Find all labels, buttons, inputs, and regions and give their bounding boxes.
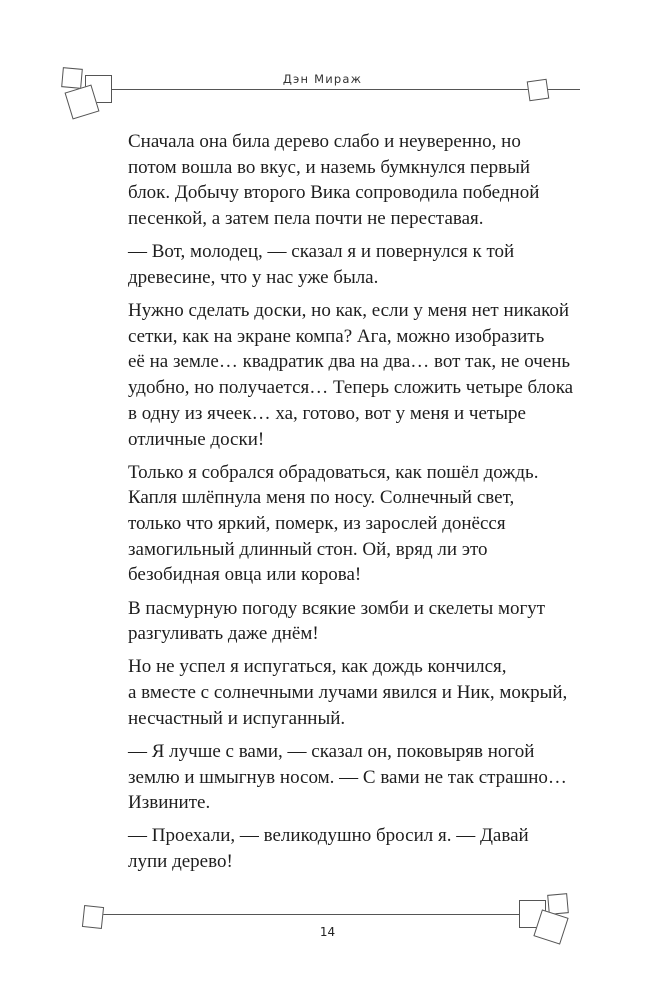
text-line: отличные доски!: [128, 428, 265, 450]
paragraph: [128, 129, 558, 232]
text-line: древесине, что у нас уже была.: [128, 266, 379, 288]
footer-rule: [102, 914, 522, 915]
text-line: Но не успел я испугаться, как дождь кончился,: [128, 656, 507, 678]
text-line: Капля шлёпнула меня по носу. Солнечный свет,: [128, 487, 515, 509]
text-line: в одну из ячеек… ха, готово, вот у меня и четыре: [128, 402, 526, 424]
paragraph: [128, 239, 558, 290]
text-line: потом вошла во вкус, и наземь бумкнулся первый: [128, 156, 531, 178]
text-line: несчастный и испуганный.: [128, 707, 346, 729]
paragraph: [128, 460, 558, 589]
text-line: Извините.: [128, 792, 211, 814]
paragraph: [128, 823, 558, 874]
text-line: Сначала она била дерево слабо и неуверенно, но: [128, 131, 521, 152]
text-line: безобидная овца или корова!: [128, 564, 362, 586]
text-line: разгуливать даже днём!: [128, 623, 319, 645]
text-line: блок. Добычу второго Вика сопроводила победной: [128, 182, 540, 204]
text-line: замогильный длинный стон. Ой, вряд ли это: [128, 538, 488, 560]
text-line: — Я лучше с вами, — сказал он, поковыряв ногой: [128, 740, 535, 762]
text-line: сетки, как на экране компа? Ага, можно изобразить: [128, 325, 545, 347]
text-line: только что яркий, померк, из зарослей донёсся: [128, 513, 506, 535]
text-line: лупи дерево!: [128, 851, 233, 873]
paragraph: [128, 596, 558, 647]
text-line: а вместе с солнечными лучами явился и Ник, мокрый,: [128, 682, 568, 704]
running-header-author: Дэн Мираж: [282, 72, 363, 86]
paragraph: [128, 739, 567, 816]
text-line: её на земле… квадратик два на два… вот так, не очень: [128, 351, 571, 373]
text-line: землю и шмыгнув носом. — С вами не так страшно…: [128, 766, 567, 788]
text-line: — Вот, молодец, — сказал я и повернулся к той: [128, 241, 515, 263]
text-line: В пасмурную погоду всякие зомби и скелеты могут: [128, 597, 546, 619]
paragraph: [128, 654, 568, 731]
text-line: Нужно сделать доски, но как, если у меня нет никакой: [128, 300, 570, 321]
text-line: — Проехали, — великодушно бросил я. — Давай: [128, 825, 529, 847]
page-number: 14: [319, 925, 336, 939]
paragraph: [128, 298, 574, 452]
page-body: [128, 129, 574, 882]
text-line: Только я собрался обрадоваться, как пошёл дождь.: [128, 461, 539, 483]
text-line: удобно, но получается… Теперь сложить четыре блока: [128, 377, 574, 399]
header-rule: [110, 89, 580, 90]
text-line: песенкой, а затем пела почти не переставая.: [128, 208, 484, 230]
